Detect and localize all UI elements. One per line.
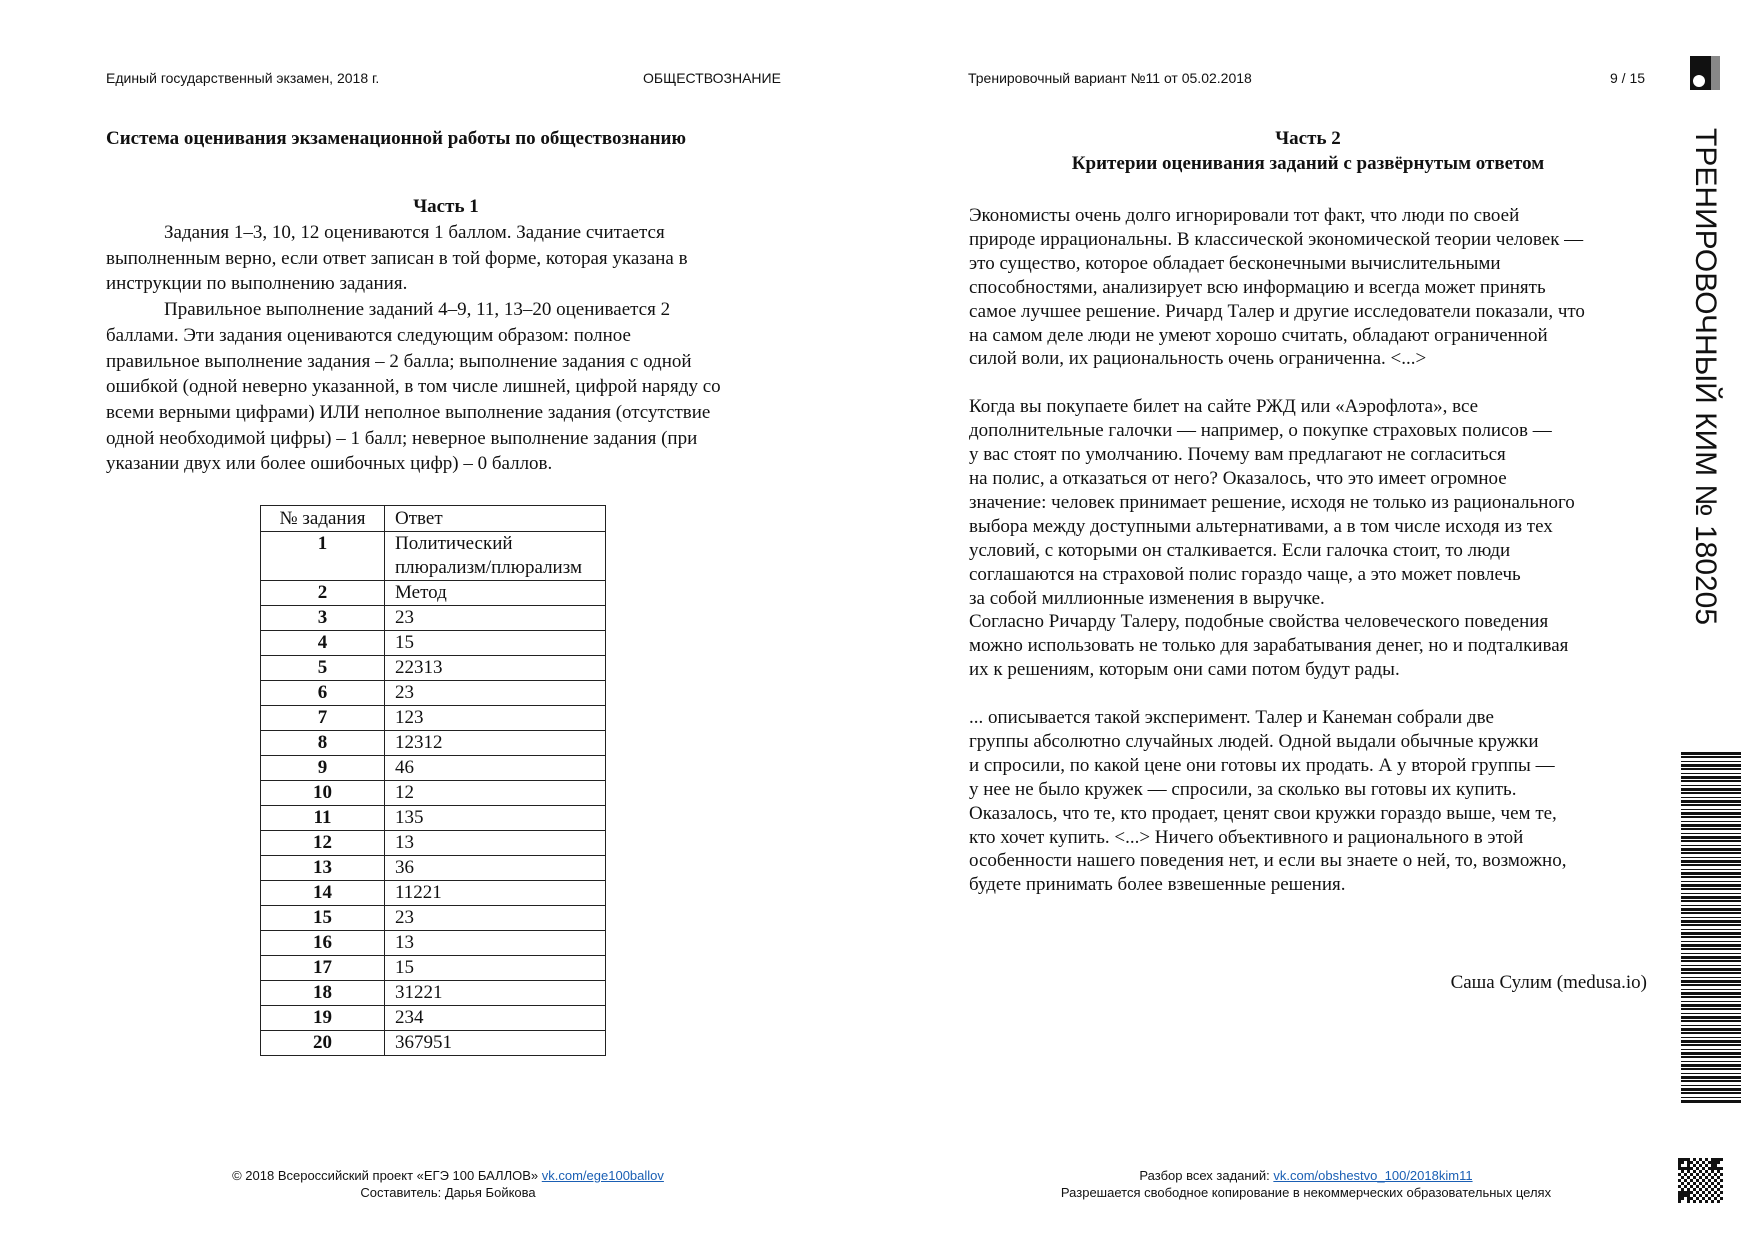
text-line: правильное выполнение задания – 2 балла; выполнение задания с одной: [106, 350, 692, 372]
text-line: дополнительные галочки — например, о покупке страховых полисов —: [969, 420, 1552, 442]
task-number: 15: [261, 906, 385, 931]
footer-left: [232, 1167, 664, 1201]
table-row: [261, 731, 606, 756]
header-exam: Единый государственный экзамен, 2018 г.: [106, 70, 380, 86]
task-number: 12: [261, 831, 385, 856]
text-line: их к решениям, которым они сами потом будут рады.: [969, 659, 1400, 681]
header-subject: ОБЩЕСТВОЗНАНИЕ: [643, 70, 781, 86]
task-answer: 22313: [385, 656, 606, 681]
task-number: 20: [261, 1031, 385, 1056]
footer-license: Разрешается свободное копирование в некоммерческих образовательных целях: [1060, 1185, 1552, 1200]
text-line: условий, с которыми он сталкивается. Если галочка стоит, то люди: [969, 539, 1511, 561]
header-variant: Тренировочный вариант №11 от 05.02.2018: [968, 70, 1252, 86]
text-line: Задания 1–3, 10, 12 оцениваются 1 баллом. Задание считается: [164, 222, 665, 243]
task-number: 19: [261, 1006, 385, 1031]
text-line: баллами. Эти задания оцениваются следующим образом: полное: [106, 324, 631, 346]
logo-icon: [1690, 56, 1720, 90]
text-line: за собой миллионные изменения в выручке.: [969, 587, 1325, 609]
task-answer: 12312: [385, 731, 606, 756]
task-number: 5: [261, 656, 385, 681]
text-line: Экономисты очень долго игнорировали тот факт, что люди по своей: [969, 205, 1520, 226]
task-number: 1: [261, 532, 385, 581]
signature: Саша Сулим (medusa.io): [1450, 972, 1647, 993]
vertical-kim-title: ТРЕНИРОВОЧНЫЙ КИМ № 180205: [1689, 128, 1722, 626]
part2-subtitle: Критерии оценивания заданий с развёрнутым ответом: [1071, 153, 1545, 174]
footer-author: Составитель: Дарья Бойкова: [360, 1185, 536, 1200]
table-row: [261, 706, 606, 731]
text-line: на полис, а отказаться от него? Оказалось, что это имеет огромное: [969, 467, 1507, 489]
task-number: 11: [261, 806, 385, 831]
task-answer: 135: [385, 806, 606, 831]
task-answer: 31221: [385, 981, 606, 1006]
task-number: 3: [261, 606, 385, 631]
text-line: выполненным верно, если ответ записан в той форме, которая указана в: [106, 247, 688, 269]
column-header-answer: Ответ: [385, 506, 606, 532]
task-answer: 11221: [385, 881, 606, 906]
text-line: на самом деле люди не умеют хорошо считать, обладают ограниченной: [969, 324, 1548, 346]
part1-text: [106, 220, 721, 477]
part1-heading: Часть 1: [413, 196, 479, 217]
part2-heading: Часть 2: [1275, 128, 1341, 149]
task-number: 6: [261, 681, 385, 706]
task-number: 8: [261, 731, 385, 756]
task-number: 18: [261, 981, 385, 1006]
table-row: [261, 881, 606, 906]
text-line: особенности нашего поведения нет, и если вы знаете о ней, то, возможно,: [969, 850, 1567, 872]
text-line: значение: человек принимает решение, исходя не только из рационального: [969, 491, 1575, 513]
table-row: [261, 606, 606, 631]
task-answer: 13: [385, 931, 606, 956]
task-number: 10: [261, 781, 385, 806]
table-row: [261, 981, 606, 1006]
text-line: одной необходимой цифры) – 1 балл; неверное выполнение задания (при: [106, 427, 698, 449]
text-line: самое лучшее решение. Ричард Талер и другие исследователи показали, что: [969, 300, 1585, 322]
task-number: 7: [261, 706, 385, 731]
task-answer: Метод: [385, 581, 606, 606]
table-row: [261, 931, 606, 956]
task-number: 13: [261, 856, 385, 881]
table-row: [261, 581, 606, 606]
footer-right: [1061, 1167, 1551, 1201]
table-row: [261, 781, 606, 806]
table-row: [261, 631, 606, 656]
text-line: Правильное выполнение заданий 4–9, 11, 13–20 оценивается 2: [164, 299, 671, 321]
text-line: инструкции по выполнению задания.: [106, 273, 408, 295]
text-line: это существо, которое обладает бесконечными вычислительными: [969, 252, 1501, 274]
text-line: ошибкой (одной неверно указанной, в том числе лишней, цифрой наряду со: [106, 376, 721, 398]
task-number: 14: [261, 881, 385, 906]
text-line: Оказалось, что те, кто продает, ценят свои кружки гораздо выше, чем те,: [969, 802, 1557, 824]
task-answer: 15: [385, 956, 606, 981]
qr-code-icon: [1678, 1158, 1724, 1204]
task-number: 9: [261, 756, 385, 781]
text-line: соглашаются на страховой полис гораздо чаще, а это может повлечь: [969, 563, 1521, 585]
part2-text: [969, 204, 1585, 897]
table-row: [261, 856, 606, 881]
task-number: 16: [261, 931, 385, 956]
text-line: и спросили, по какой цене они готовы их продать. А у второй группы —: [969, 754, 1555, 776]
table-row: [261, 1006, 606, 1031]
table-row: [261, 756, 606, 781]
task-answer: 23: [385, 906, 606, 931]
footer-copyright: © 2018 Всероссийский проект «ЕГЭ 100 БАЛЛОВ»: [232, 1168, 539, 1183]
table-row: [261, 906, 606, 931]
table-row: [261, 806, 606, 831]
table-row: [261, 956, 606, 981]
table-row: [261, 656, 606, 681]
answers-table: [260, 505, 606, 1056]
text-line: можно использовать не только для зарабатывания денег, но и подталкивая: [969, 635, 1569, 657]
footer-vk-link[interactable]: vk.com/ege100ballov: [541, 1168, 664, 1183]
footer-analysis-link[interactable]: vk.com/obshestvo_100/2018kim11: [1273, 1168, 1473, 1183]
task-number: 4: [261, 631, 385, 656]
text-line: ... описывается такой эксперимент. Талер и Канеман собрали две: [969, 707, 1494, 729]
task-answer: Политический плюрализм/плюрализм: [385, 532, 606, 581]
text-line: указании двух или более ошибочных цифр) – 0 баллов.: [106, 453, 553, 475]
header-page-number: 9 / 15: [1610, 70, 1646, 86]
task-answer: 15: [385, 631, 606, 656]
left-title: Система оценивания экзаменационной работы по обществознанию: [106, 128, 687, 149]
task-answer: 46: [385, 756, 606, 781]
table-row: [261, 532, 606, 581]
task-answer: 12: [385, 781, 606, 806]
text-line: Согласно Ричарду Талеру, подобные свойства человеческого поведения: [969, 611, 1549, 633]
task-answer: 36: [385, 856, 606, 881]
column-header-task: № задания: [261, 506, 385, 532]
text-line: способностями, анализирует всю информацию и всегда может принять: [969, 276, 1546, 298]
task-number: 2: [261, 581, 385, 606]
text-line: силой воли, их рациональность очень ограниченна. <...>: [969, 348, 1427, 370]
table-row: [261, 1031, 606, 1056]
text-line: природе иррациональны. В классической экономической теории человек —: [969, 228, 1584, 250]
footer-analysis-label: Разбор всех заданий:: [1139, 1168, 1270, 1183]
text-line: кто хочет купить. <...> Ничего объективного и рационального в этой: [969, 826, 1524, 848]
task-answer: 367951: [385, 1031, 606, 1056]
text-line: у вас стоят по умолчанию. Почему вам предлагают не согласиться: [969, 444, 1506, 466]
task-answer: 23: [385, 681, 606, 706]
barcode-icon: [1681, 752, 1741, 1102]
task-number: 17: [261, 956, 385, 981]
task-answer: 234: [385, 1006, 606, 1031]
table-row: [261, 831, 606, 856]
text-line: у нее не было кружек — спросили, за сколько вы готовы их купить.: [969, 778, 1517, 800]
task-answer: 123: [385, 706, 606, 731]
text-line: группы абсолютно случайных людей. Одной выдали обычные кружки: [969, 730, 1539, 752]
text-line: выбора между доступными альтернативами, а в том числе исходя из тех: [969, 515, 1553, 537]
text-line: Когда вы покупаете билет на сайте РЖД или «Аэрофлота», все: [969, 396, 1479, 418]
text-line: всеми верными цифрами) ИЛИ неполное выполнение задания (отсутствие: [106, 401, 711, 423]
task-answer: 23: [385, 606, 606, 631]
text-line: будете принимать более взвешенные решения.: [969, 874, 1346, 896]
table-header-row: [261, 506, 606, 532]
task-answer: 13: [385, 831, 606, 856]
table-row: [261, 681, 606, 706]
